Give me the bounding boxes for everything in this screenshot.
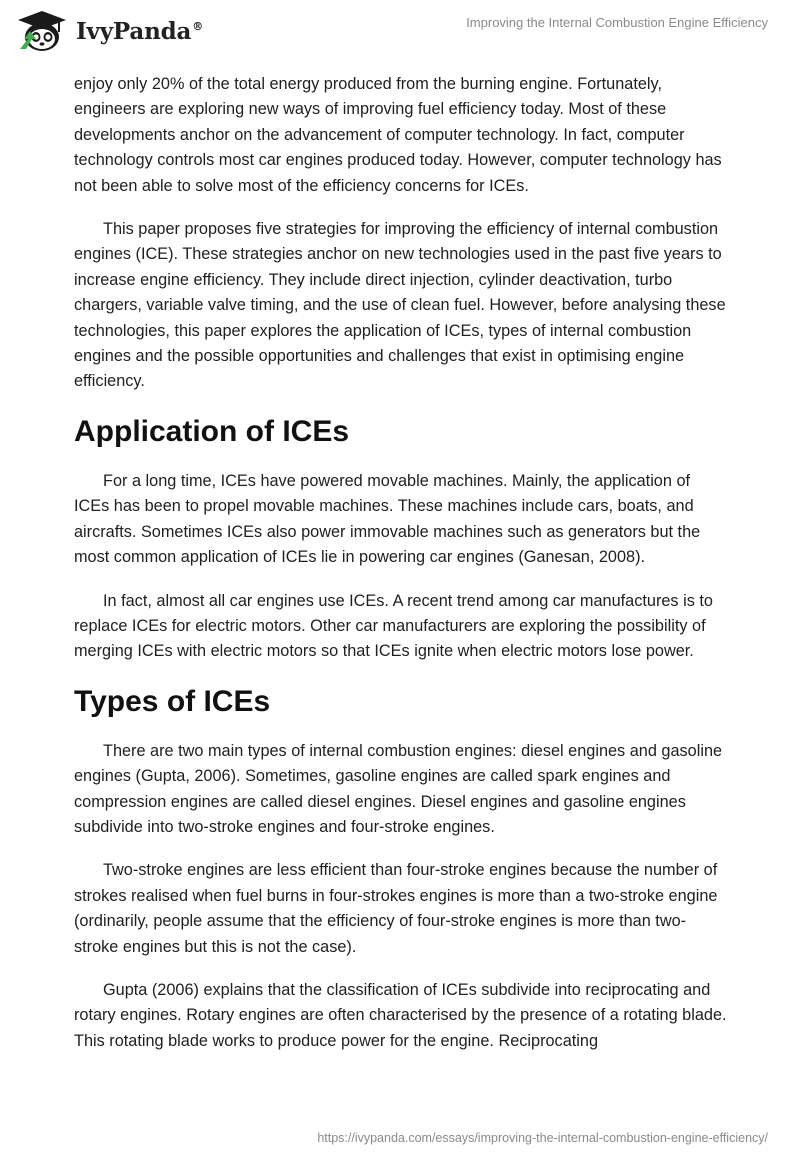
essay-content (74, 72, 728, 1072)
page-header (0, 0, 800, 62)
paragraph: For a long time, ICEs have powered movable machines. Mainly, the application of ICEs has been to propel movable machines. These machines include cars, boats, and aircrafts. Sometimes ICEs also power immovable machines such as generators but the most common application of ICEs lie in powering car engines (Ganesan, 2008). (74, 471, 701, 567)
paragraph: There are two main types of internal combustion engines: diesel engines and gasoline engines (Gupta, 2006). Sometimes, gasoline engines are called spark engines and compression engines are called diesel engines. Diesel engines and gasoline engines subdivide into two-stroke engines and four-stroke engines. (74, 741, 723, 836)
section-heading-application: Application of ICEs (74, 414, 350, 448)
section-heading-types: Types of ICEs (74, 684, 271, 718)
paragraph: enjoy only 20% of the total energy produced from the burning engine. Fortunately, engineers are exploring new ways of improving fuel efficiency today. Most of these developments anchor on the advancement of computer technology. In fact, computer technology controls most car engines produced today. However, computer technology has not been able to solve most of the efficiency concerns for ICEs. (74, 75, 722, 195)
panda-graduate-icon (14, 9, 70, 53)
ivypanda-logo[interactable] (14, 8, 203, 54)
paragraph: Gupta (2006) explains that the classification of ICEs subdivide into reciprocating and rotary engines. Rotary engines are often characterised by the presence of a rotating blade. This rotating blade works to produce power for the engine. Reciprocating (74, 980, 727, 1050)
paragraph: This paper proposes five strategies for improving the efficiency of internal combustion engines (ICE). These strategies anchor on new technologies used in the past five years to increase engine efficiency. They include direct injection, cylinder deactivation, turbo chargers, variable valve timing, and the use of clean fuel. However, before analysing these technologies, this paper explores the application of ICEs, types of internal combustion engines and the possible opportunities and challenges that exist in optimising engine efficiency. (74, 220, 726, 391)
paragraph: Two-stroke engines are less efficient than four-stroke engines because the number of strokes realised when fuel burns in four-strokes engines is more than a two-stroke engine (ordinarily, people assume that the efficiency of four-stroke engines is more than two-stroke engines but this is not the case). (74, 861, 718, 956)
paragraph: In fact, almost all car engines use ICEs. A recent trend among car manufactures is to replace ICEs for electric motors. Other car manufacturers are exploring the possibility of merging ICEs with electric motors so that ICEs ignite when electric motors lose power. (74, 591, 713, 661)
document-title: Improving the Internal Combustion Engine Efficiency (466, 15, 768, 30)
source-url[interactable]: https://ivypanda.com/essays/improving-the-internal-combustion-engine-efficiency/ (317, 1131, 768, 1145)
brand-name: IvyPanda® (76, 17, 203, 45)
